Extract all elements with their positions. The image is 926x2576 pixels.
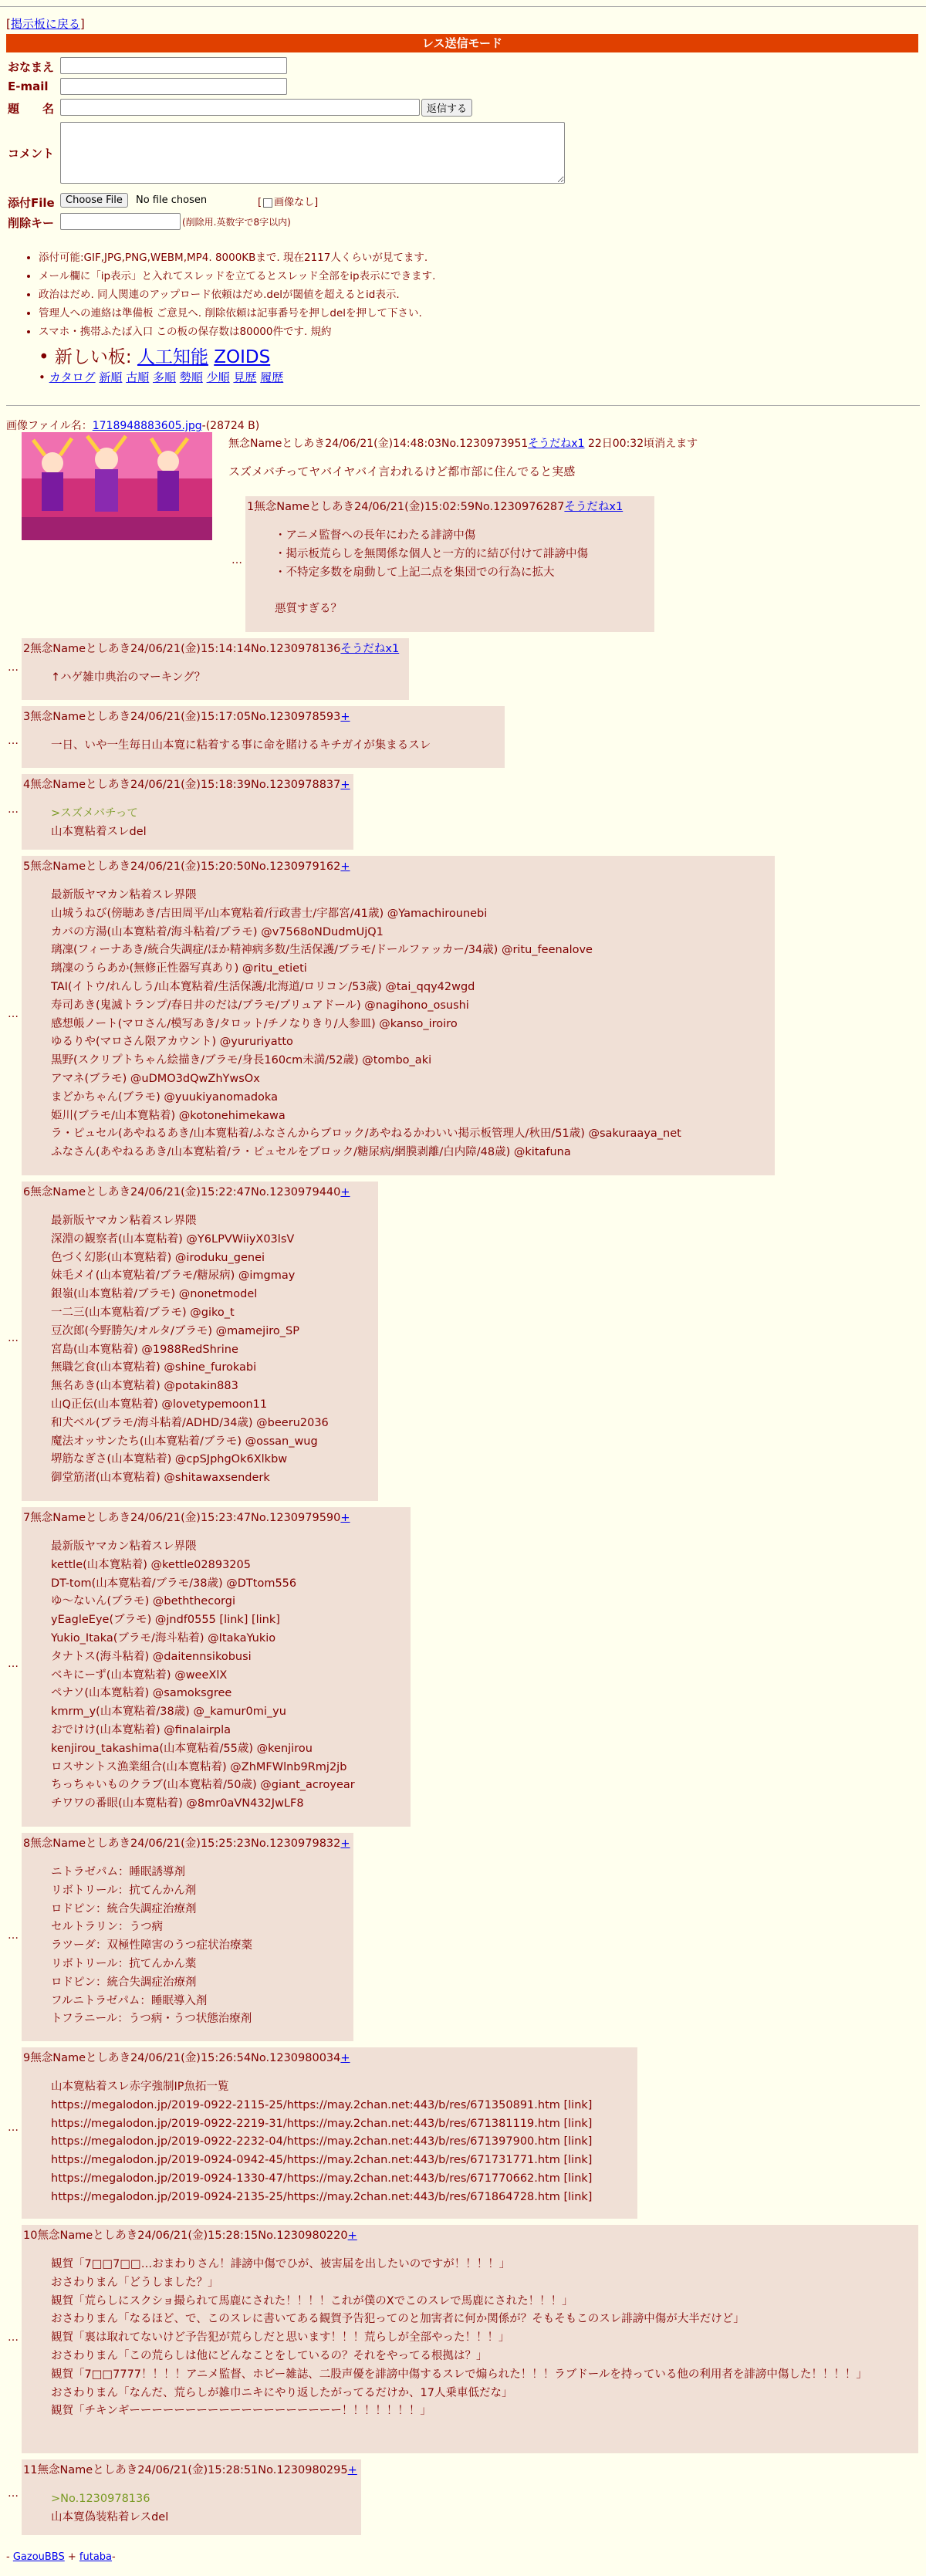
reply-body: 最新版ヤマカン粘着スレ界隈 kettle(山本寛粘着) @kettle02893205 DT-tom(山本寛粘着/ブラモ/38歳) @DTtom556 ゆ～ないん(ブラモ) @beththecorgi yEagleEye(ブラモ) @jndf0555 [link] [link] Yukio_Itaka(ブラモ/海斗粘着) @ItakaYukio タナトス(海斗粘着) @daitennsikobusi ベキにーず(山本寛粘着) @weeXlX ペナソ(山本寛粘着) @samoksgree kmrm_y(山本寛粘着/38歳) @_kamur0mi_yu おでけけ(山本寛粘着) @finalairpla kenjirou_takashima(山本寛粘着/55歳) @kenjirou ロスサントス漁業組合(山本寛粘着) @ZhMFWlnb9Rmj2jb ちっちゃいものクラブ(山本寛粘着/50歳) @giant_acroyear チワワの番眼(山本寛粘着) @8mr0aVN432JwLF8 xyxy=(51,1540,355,1810)
reply-dots: … xyxy=(231,554,242,566)
sort-momentum-link[interactable]: 勢順 xyxy=(179,370,203,384)
reply-header xyxy=(23,1835,350,1854)
delkey-label: 削除キー xyxy=(8,216,55,230)
reply-meta: 6無念Nameとしあき24/06/21(金)15:22:47No.1230979440 xyxy=(23,1186,341,1198)
op-sodane-link[interactable]: そうだねx1 xyxy=(528,438,585,450)
catalog-links: • カタログ 新順 古順 多順 勢順 少順 見歴 履歴 xyxy=(39,370,284,384)
back-link-wrap: [掲示板に戻る] xyxy=(6,17,85,31)
reply-add-link[interactable]: + xyxy=(340,1837,350,1850)
top-divider xyxy=(0,6,926,7)
reply-dots: … xyxy=(8,735,19,747)
reply-add-link[interactable]: + xyxy=(340,860,350,873)
reply-body: 最新版ヤマカン粘着スレ界隈 深淵の観察者(山本寛粘着) @Y6LPVWiiyX03lsV 色づく幻影(山本寛粘着) @iroduku_genei 妹毛メイ(山本寛粘着/ブラモ/糖尿病) @imgmay 銀嶺(山本寛粘着/ブラモ) @nonetmodel 一二三(山本寛粘着/ブラモ) @giko_t 豆次郎(今野勝矢/オルタ/ブラモ) @mamejiro_SP 宮島(山本寛粘着) @1988RedShrine 無職乞食(山本寛粘着) @shine_furokabi 無名あき(山本寛粘着) @potakin883 山Q正伝(山本寛粘着) @lovetypemoon11 和犬ベル(ブラモ/海斗粘着/ADHD/34歳) @beeru2036 魔法オッサンたち(山本寛粘着/ブラモ) @ossan_wug 堺筋なぎさ(山本寛粘着) @cpSJphgOk6Xlkbw 御堂筋渚(山本寛粘着) @shitawaxsenderk xyxy=(51,1215,329,1485)
thread-divider xyxy=(6,405,920,406)
file-name-line xyxy=(6,418,259,433)
comment-label: コメント xyxy=(8,147,55,161)
reply-body: ニトラゼパム：睡眠誘導剤 リボトリール：抗てんかん剤 ロドピン：統合失調症治療剤 セルトラリン：うつ病 ラツーダ：双極性障害のうつ症状治療薬 リボトリール：抗てんかん薬 ロドピン：統合失調症治療剤 フルニトラゼパム：睡眠導入剤 トフラニール：うつ病・うつ状態治療剤 xyxy=(51,1866,252,2026)
reply-add-link[interactable]: + xyxy=(347,2229,357,2242)
reply-add-link[interactable]: + xyxy=(340,779,350,791)
rule-item: • 政治はだめ. 同人関連のアップロード依頼はだめ.delが閾値を超えるとid表示. xyxy=(39,286,435,304)
reply-meta: 4無念Nameとしあき24/06/21(金)15:18:39No.1230978837 xyxy=(23,779,341,791)
reply-meta: 3無念Nameとしあき24/06/21(金)15:17:05No.1230978593 xyxy=(23,711,341,723)
footer-suffix: - xyxy=(112,2551,116,2563)
new-board-line: • 新しい板: 人工知能 ZOIDS xyxy=(39,347,271,367)
reply-dots: … xyxy=(8,1929,19,1942)
reply-body: 一日、いや一生毎日山本寛に粘着する事に命を賭けるキチガイが集まるスレ xyxy=(51,739,431,752)
email-input[interactable] xyxy=(60,78,287,95)
reply-body: ↑ハゲ雑巾典治のマーキング？ xyxy=(51,671,206,684)
subject-label: 題 名 xyxy=(8,102,55,116)
catalog-link[interactable]: カタログ xyxy=(49,370,96,384)
choose-file-button[interactable]: Choose File xyxy=(60,193,128,208)
reply-body: 山本寛粘着スレ赤字強制IP魚拓一覧 https://megalodon.jp/2019-0922-2115-25/https://may.2chan.net:443/b/res/671350891.htm [link] https://megalodon.jp/2019-0922-2219-31/https://may.2chan.net:443/b/res/671381119.htm [link] https://megalodon.jp/2019-0922-2232-04/https://may.2chan.net:443/b/res/671397900.htm [link] https://megalodon.jp/2019-0924-0942-45/https://may.2chan.net:443/b/res/671731771.htm [link] https://megalodon.jp/2019-0924-1330-47/https://may.2chan.net:443/b/res/671770662.htm [link] https://megalodon.jp/2019-0924-2135-25/https://may.2chan.net:443/b/res/671864728.htm [link] xyxy=(51,2081,593,2203)
reply-header xyxy=(23,2050,350,2068)
reply-body: 山本寛偽装粘着レスdel xyxy=(51,2511,169,2524)
reply-2 xyxy=(22,638,409,700)
reply-meta: 2無念Nameとしあき24/06/21(金)15:14:14No.1230978136 xyxy=(23,643,341,655)
sort-few-link[interactable]: 少順 xyxy=(206,370,230,384)
reply-header xyxy=(247,499,623,517)
reply-dots: … xyxy=(8,2487,19,2500)
reply-6 xyxy=(22,1182,378,1501)
subject-input[interactable] xyxy=(60,99,420,116)
reply-sodane-link[interactable]: そうだねx1 xyxy=(564,501,624,513)
reply-meta: 10無念Nameとしあき24/06/21(金)15:28:15No.1230980220 xyxy=(23,2229,348,2242)
view-history-link[interactable]: 見歴 xyxy=(233,370,257,384)
no-image-option: [ 画像なし] xyxy=(258,197,319,208)
op-header xyxy=(228,435,698,451)
file-name-link[interactable]: 1718948883605.jpg xyxy=(92,420,202,432)
reply-body: ・アニメ監督への長年にわたる誹謗中傷 ・掲示板荒らしを無関係な個人と一方的に結び付けて誹謗中傷 ・不特定多数を扇動して上記二点を集団での行為に拡大 悪質すぎる？ xyxy=(275,529,588,616)
file-size: -(28724 B) xyxy=(201,420,260,432)
rule-item: • メール欄に「ip表示」と入れてスレッドを立てるとスレッド全部をip表示にできます. xyxy=(39,267,435,286)
reply-quote: >スズメバチって xyxy=(51,807,138,820)
rule-item: • 添付可能:GIF,JPG,PNG,WEBM,MP4. 8000KBまで. 現在2117人くらいが見てます. xyxy=(39,248,435,267)
reply-header xyxy=(23,1509,350,1528)
post-history-link[interactable]: 履歴 xyxy=(260,370,284,384)
mode-title-bar: レス送信モード xyxy=(6,34,918,52)
reply-body: 最新版ヤマカン粘着スレ界隈 山城うねび(傍聴あき/吉田周平/山本寛粘着/行政書士/宇都宮/41歳) @Yamachirounebi カバの方湯(山本寛粘着/海斗粘着/ブラモ) @v7568oNDudmUjQ1 璃凜(フィーナあき/統合失調症/ほか精神病多数/生活保護/ブラモ/ドールファッカー/34歳) @ritu_feenalove 璃凜のうらあか(無修正性器写真あり) @ritu_etieti TAI(イトウ/れんしう/山本寛粘着/生活保護/北海道/ロリコン/53歳) @tai_qqy42wgd 寿司あき(鬼滅トランプ/春日井のだは/ブラモ/ブリュアドール) @nagihono_osushi 感想帳ノート(マロさん/模写あき/タロット/チノなりきり/人参皿) @kanso_iroiro ゆるりや(マロさん限アカウント) @yururiyatto 黒野(スクリプトちゃん絵描き/ブラモ/身長160cm未満/52歳) @tombo_aki アマネ(ブラモ) @uDMO3dQwZhYwsOx まどかちゃん(ブラモ) @yuukiyanomadoka 姫川(ブラモ/山本寛粘着) @kotonehimekawa ラ・ピュセル(あやねるあき/山本寛粘着/ふなさんからブロック/あやねるかわいい掲示板管理人/秋田/51歳) @sakuraaya_net ふなさん(あやねるあき/山本寛粘着/ラ・ピュセルをブロック/糖尿病/網膜剥離/白内障/48歳) @kitafuna xyxy=(51,889,681,1159)
reply-header xyxy=(23,708,350,727)
reply-header xyxy=(23,641,399,659)
reply-9 xyxy=(22,2047,637,2219)
sort-old-link[interactable]: 古順 xyxy=(126,370,150,384)
sort-new-link[interactable]: 新順 xyxy=(99,370,123,384)
email-label: E-mail xyxy=(8,79,49,93)
sort-many-link[interactable]: 多順 xyxy=(153,370,177,384)
new-board-link-zoids[interactable]: ZOIDS xyxy=(214,347,271,367)
reply-sodane-link[interactable]: そうだねx1 xyxy=(340,643,400,655)
reply-header xyxy=(23,2227,357,2246)
no-image-label: 画像なし xyxy=(274,197,315,208)
op-meta: 無念Nameとしあき24/06/21(金)14:48:03No.1230973951 xyxy=(228,438,529,450)
footer-prefix: - xyxy=(6,2551,13,2563)
reply-quote: >No.1230978136 xyxy=(51,2493,150,2505)
comment-textarea[interactable] xyxy=(60,122,565,184)
reply-8 xyxy=(22,1833,353,2041)
delkey-input[interactable] xyxy=(60,213,181,230)
reply-header xyxy=(23,1184,350,1202)
reply-dots: … xyxy=(8,661,19,674)
reply-header xyxy=(23,858,350,877)
name-input[interactable] xyxy=(60,57,287,74)
footer xyxy=(6,2551,116,2563)
reply-11 xyxy=(22,2459,361,2535)
footer-gazoubbs-link[interactable]: GazouBBS xyxy=(12,2551,65,2563)
reply-dots: … xyxy=(8,1008,19,1020)
op-expire: 22日00:32頃消えます xyxy=(587,438,698,450)
reply-7 xyxy=(22,1507,411,1827)
back-to-board-link[interactable]: 掲示板に戻る xyxy=(10,17,80,31)
reply-dots: … xyxy=(8,1658,19,1670)
reply-dots: … xyxy=(8,803,19,816)
reply-meta: 9無念Nameとしあき24/06/21(金)15:26:54No.1230980034 xyxy=(23,2052,341,2064)
reply-add-link[interactable]: + xyxy=(340,1186,350,1198)
op-body: スズメバチってヤバイヤバイ言われるけど都市部に住んでると実感 xyxy=(228,465,576,478)
name-label: おなまえ xyxy=(8,60,55,74)
thread-thumbnail[interactable] xyxy=(22,432,212,540)
reply-dots: … xyxy=(8,2331,19,2344)
reply-body: 観賀「7□□7□□…おまわりさん！誹謗中傷でひが、被害届を出したいのですが！！！！」 おさわりまん「どうしました？」 観賀「荒らしにスクショ撮られて馬鹿にされた！！！！これが僕のXでこのスレで馬鹿にされた！！！」 おさわりまん「なるほど、で、このスレに書いてある観賀予告犯ってのと加害者に何か関係が？そもそもこのスレ誹謗中傷が大半だけど」 観賀「裏は取れてないけど予告犯が荒らしだと思います！！！荒らしが全部やった！！！」 おさわりまん「この荒らしは他にどんなことをしているの？それをやってる根拠は？」 観賀「7□□7777！！！！アニメ監督、ホビー雑誌、二股声優を誹謗中傷するスレで煽られた！！！ラブドールを持っている他の利用者を誹謗中傷した！！！！」 おさわりまん「なんだ、荒らしが雑巾ニキにやり返したがってるだけか、17人乗車低だな」 観賀「チキンギーーーーーーーーーーーーーーーーーーー！！！！！！！」 xyxy=(51,2258,867,2418)
reply-dots: … xyxy=(8,1332,19,1344)
file-prefix: 画像ファイル名： xyxy=(6,420,93,432)
rule-item: • スマホ・携帯ふたば入口 この板の保存数は80000件です. 規約 xyxy=(39,323,435,341)
submit-button[interactable]: 返信する xyxy=(421,99,472,117)
reply-meta: 1無念Nameとしあき24/06/21(金)15:02:59No.1230976287 xyxy=(247,501,565,513)
file-label: 添付File xyxy=(8,196,55,210)
reply-body: 山本寛粘着スレdel xyxy=(51,826,147,838)
rules-list xyxy=(39,248,435,341)
reply-1 xyxy=(245,496,654,632)
reply-meta: 11無念Nameとしあき24/06/21(金)15:28:51No.1230980295 xyxy=(23,2464,348,2476)
footer-sep: + xyxy=(64,2551,79,2563)
reply-add-link[interactable]: + xyxy=(347,2464,357,2476)
reply-meta: 7無念Nameとしあき24/06/21(金)15:23:47No.1230979590 xyxy=(23,1512,341,1524)
delkey-note: (削除用.英数字で8字以内) xyxy=(182,217,291,228)
no-file-text: No file chosen xyxy=(136,194,208,206)
reply-meta: 8無念Nameとしあき24/06/21(金)15:25:23No.1230979832 xyxy=(23,1837,341,1850)
reply-5 xyxy=(22,856,775,1175)
reply-header xyxy=(23,2462,357,2480)
footer-futaba-link[interactable]: futaba xyxy=(79,2551,113,2563)
rule-item: • 管理人への連絡は準備板 ご意見へ. 削除依頼は記事番号を押しdelを押して下さい. xyxy=(39,304,435,323)
reply-add-link[interactable]: + xyxy=(340,2052,350,2064)
reply-3 xyxy=(22,706,505,768)
reply-10 xyxy=(22,2225,918,2453)
reply-sodane-link[interactable]: + xyxy=(340,711,350,723)
reply-4 xyxy=(22,774,353,850)
new-board-link-ai[interactable]: 人工知能 xyxy=(137,347,208,367)
reply-header xyxy=(23,776,350,795)
no-image-checkbox[interactable] xyxy=(263,198,272,208)
reply-add-link[interactable]: + xyxy=(340,1512,350,1524)
reply-meta: 5無念Nameとしあき24/06/21(金)15:20:50No.1230979162 xyxy=(23,860,341,873)
new-board-prefix: 新しい板: xyxy=(54,347,137,367)
thumbnail-image xyxy=(22,432,212,540)
reply-dots: … xyxy=(8,2121,19,2134)
